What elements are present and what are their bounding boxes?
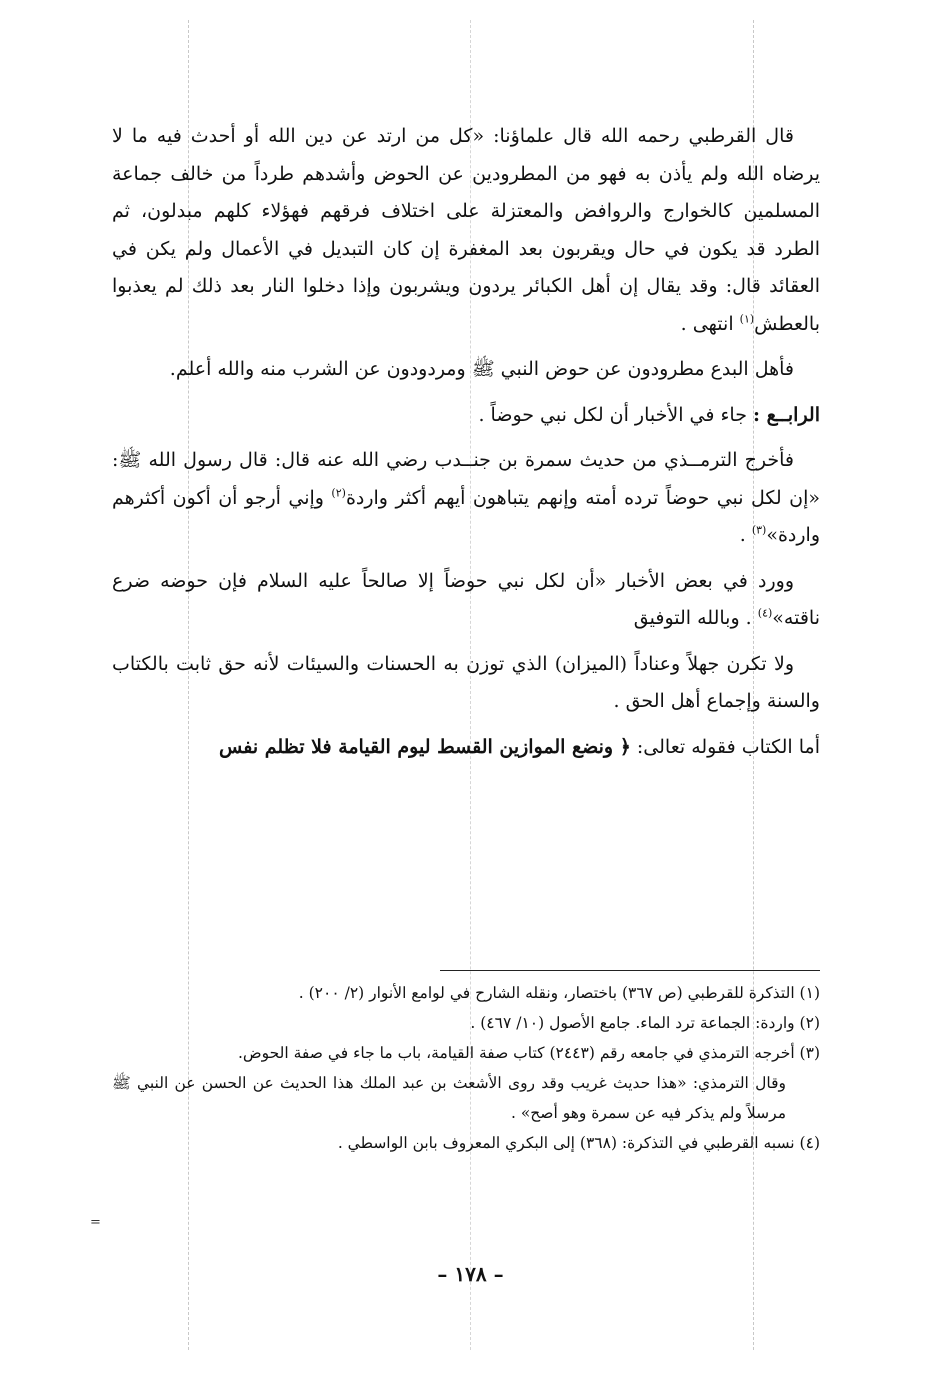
paragraph-3: الرابــع : جاء في الأخبار أن لكل نبي حوضاً . — [478, 403, 820, 426]
section-label: الرابــع : — [753, 403, 820, 426]
footnote-ref-2[interactable]: (٢) — [331, 486, 346, 500]
footnote-ref-4[interactable]: (٤) — [757, 606, 773, 620]
page-number: – ١٧٨ – — [437, 1262, 504, 1286]
paragraph-5: وورد في بعض الأخبار «أن لكل نبي حوضاً إلا صالحاً عليه السلام فإن حوضه ضرع ناقته»$^{(٤)}$ . وبالله التوفيق — [112, 569, 820, 629]
footnote-2: (٢) واردة: الجماعة ترد الماء. جامع الأصول (١٠/ ٤٦٧) . — [470, 1014, 820, 1032]
quran-quote: ﴿ ونضع الموازين القسط ليوم القيامة فلا تظلم نفس — [219, 735, 631, 758]
footnote-4: (٤) نسبه القرطبي في التذكرة: (٣٦٨) إلى البكري المعروف بابن الواسطي . — [337, 1134, 820, 1152]
paragraph-2: فأهل البدع مطرودون عن حوض النبي ﷺ ومردودون عن الشرب منه والله أعلم. — [169, 358, 794, 380]
main-text — [112, 118, 820, 774]
footnote-3-continuation: وقال الترمذي: «هذا حديث غريب وقد روى الأشعث بن عبد الملك هذا الحديث عن الحسن عن النبي ﷺ مرسلاً ولم يذكر فيه عن سمرة وهو أصح» . — [112, 1074, 786, 1122]
paragraph-1: قال القرطبي رحمه الله قال علماؤنا: «كل من ارتد عن دين الله أو أحدث فيه ما لا يرضاه الله ولم يأذن به فهو من المطرودين عن الحوض وأشدهم طرداً من خالف جماعة المسلمين كالخوارج والروافض والمعتزلة على اختلاف فرقهم فهؤلاء كلهم مبدلون، ثم الطرد قد يكون في حال ويقربون بعد المغفرة إن كان التبديل في الأعمال ولم يكن في العقائد قال: وقد يقال إن أهل الكبائر يردون ويشربون وإذا دخلوا النار بعد ذلك لم يعذبوا بالعطش$^{(١)}$ انتهى . — [112, 125, 820, 335]
paragraph-6: ولا تكرن جهلاً وعناداً (الميزان) الذي توزن به الحسنات والسيئات لأنه حق ثابت بالكتاب والسنة وإجماع أهل الحق . — [112, 652, 820, 712]
footnote-ref-1[interactable]: (١) — [739, 312, 755, 326]
footnote-1: (١) التذكرة للقرطبي (ص ٣٦٧) باختصار، ونقله الشارح في لوامع الأنوار (٢/ ٢٠٠) . — [298, 984, 820, 1002]
footnotes — [112, 978, 820, 1158]
footnote-ref-3[interactable]: (٣) — [751, 523, 767, 537]
paragraph-7: أما الكتاب فقوله تعالى: ﴿ ونضع الموازين القسط ليوم القيامة فلا تظلم نفس — [219, 735, 820, 758]
paragraph-4: فأخرج الترمــذي من حديث سمرة بن جنــدب رضي الله عنه قال: قال رسول الله ﷺ: «إن لكل نبي حوضاً ترده أمته وإنهم يتباهون أيهم أكثر واردة$^{(٢)}$ وإني أرجو أن أكون أكثرهم واردة»$^{(٣)}$ . — [112, 449, 820, 546]
footnote-separator — [440, 970, 820, 971]
footnote-3: (٣) أخرجه الترمذي في جامعه رقم (٢٤٤٣) كتاب صفة القيامة، باب ما جاء في صفة الحوض. — [237, 1044, 820, 1062]
margin-mark: = — [90, 1215, 101, 1230]
